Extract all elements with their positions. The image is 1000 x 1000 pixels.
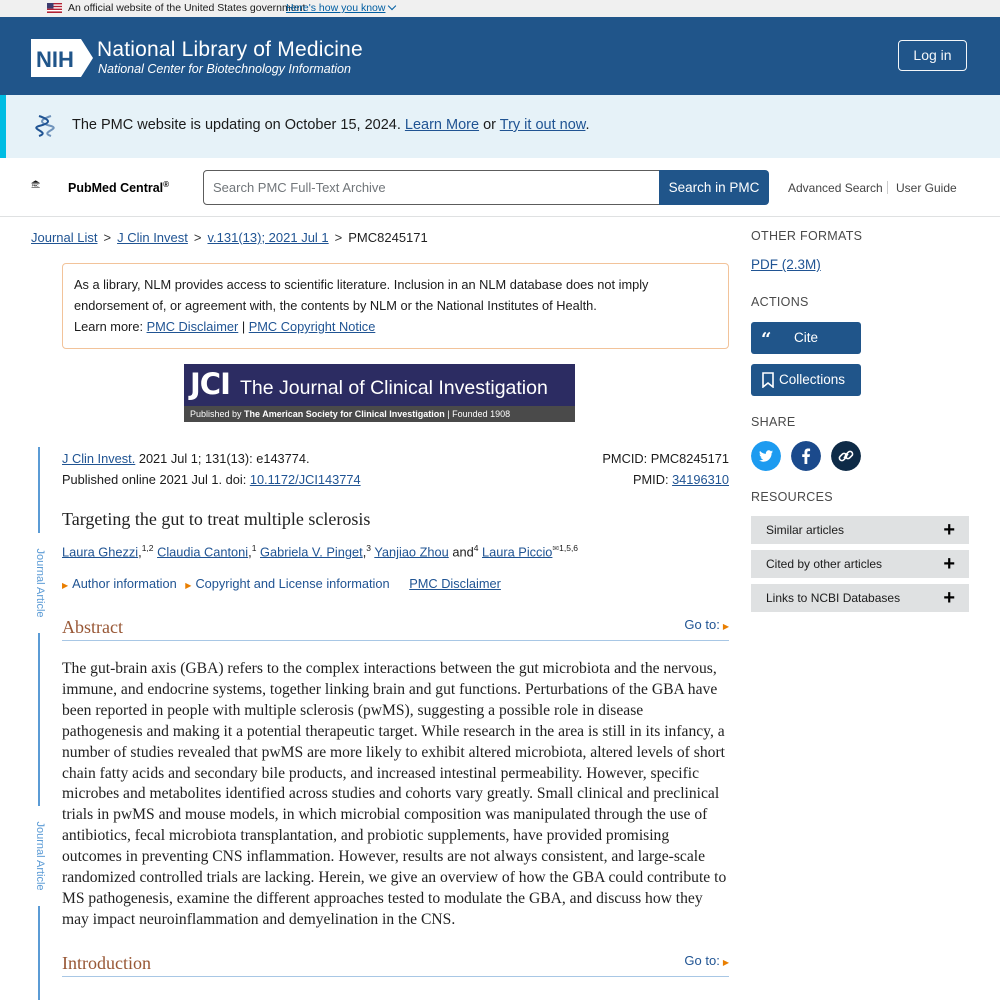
- published-online-text: Published online 2021 Jul 1. doi:: [62, 472, 250, 487]
- pmc-logo-mark: PMC: [31, 183, 39, 188]
- resource-label: Cited by other articles: [766, 557, 883, 571]
- actions-heading: ACTIONS: [751, 295, 809, 309]
- learn-more-prefix: Learn more:: [74, 319, 147, 334]
- abstract-line: The gut-brain axis (GBA) refers to the complex interactions between the gut microbiota and the nervous,: [62, 660, 717, 677]
- disclaimer-line-1: As a library, NLM provides access to scientific literature. Inclusion in an NLM database does not imply: [74, 277, 649, 292]
- abstract-line: chain fatty acids and secondary bile products, and increased intestinal permeability. However, specific: [62, 764, 700, 782]
- pubmed-central-text: PubMed Central: [68, 181, 164, 196]
- triangle-right-icon: ▶: [722, 622, 729, 631]
- breadcrumb-journal-list[interactable]: Journal List: [31, 230, 98, 245]
- abstract-line: immune, and endocrine systems, together linking brain and gut functions. Perturbations of the GBA have: [62, 680, 718, 698]
- learn-more-link[interactable]: Learn More: [404, 117, 480, 133]
- facebook-icon[interactable]: [791, 441, 821, 471]
- goto-menu[interactable]: [684, 953, 729, 968]
- author-link[interactable]: Gabriela V. Pinget: [260, 544, 363, 560]
- cite-button[interactable]: [751, 322, 861, 354]
- citation-ids: [529, 448, 729, 490]
- collections-button[interactable]: [751, 364, 861, 396]
- abstract-line: may impact neuroinflammation and demyelination in the CNS.: [62, 910, 456, 928]
- pmid-link[interactable]: 34196310: [672, 472, 729, 487]
- resource-label: Links to NCBI Databases: [766, 591, 901, 605]
- author-separator: ,: [248, 544, 252, 560]
- abstract-text: [62, 659, 732, 931]
- header-divider: [0, 216, 1000, 217]
- triangle-right-icon: ▶: [62, 581, 69, 590]
- dna-helix-icon: [32, 113, 58, 139]
- publisher-prefix: Published by: [190, 409, 245, 419]
- ncbi-subtitle: National Center for Biotechnology Information: [98, 62, 351, 76]
- pmid-line: [529, 469, 729, 490]
- twitter-icon[interactable]: [751, 441, 781, 471]
- citation-details: 2021 Jul 1; 131(13): e143774.: [135, 451, 310, 466]
- journal-publisher-strip: [184, 406, 575, 422]
- doi-link[interactable]: 10.1172/JCI143774: [249, 472, 361, 487]
- try-it-out-now-link[interactable]: Try it out now: [499, 117, 586, 133]
- journal-link[interactable]: J Clin Invest.: [62, 451, 136, 466]
- article-info-links: [62, 576, 501, 591]
- copyright-information-toggle[interactable]: [185, 576, 389, 591]
- introduction-section-header: [62, 953, 729, 977]
- article-side-rule: [38, 447, 40, 1000]
- article-title: Targeting the gut to treat multiple sclerosis: [62, 509, 371, 529]
- pmc-copyright-notice-link[interactable]: PMC Copyright Notice: [248, 319, 376, 334]
- jci-logo: JCI: [190, 367, 230, 401]
- pmc-disclaimer-article-link[interactable]: PMC Disclaimer: [409, 576, 501, 591]
- other-formats-heading: OTHER FORMATS: [751, 229, 863, 243]
- journal-article-label-2: Journal Article: [34, 806, 46, 906]
- pubmed-central-label[interactable]: [68, 180, 169, 195]
- breadcrumb-current: PMC8245171: [348, 230, 428, 245]
- journal-article-label-1: Journal Article: [34, 533, 46, 633]
- breadcrumb-separator: >: [193, 230, 202, 245]
- gov-banner: [0, 0, 1000, 17]
- login-button[interactable]: Log in: [898, 40, 967, 71]
- search-button[interactable]: Search in PMC: [659, 170, 769, 205]
- citation-published-line: [62, 469, 361, 490]
- pmc-disclaimer-link[interactable]: PMC Disclaimer: [146, 319, 239, 334]
- copy-link-icon[interactable]: [831, 441, 861, 471]
- registered-mark: ®: [163, 180, 170, 189]
- abstract-line: microbes and metabolites identified across studies and cohorts vary greatly. Small clinical and preclinical: [62, 785, 720, 803]
- introduction-heading: Introduction: [62, 953, 151, 973]
- period: .: [585, 117, 590, 133]
- disclaimer-learn-more: [74, 316, 717, 337]
- pmc-logo[interactable]: [31, 170, 67, 198]
- author-affiliation: 1,5,6: [559, 543, 579, 553]
- nih-logo[interactable]: [31, 39, 93, 77]
- goto-label: Go to:: [684, 617, 720, 632]
- resource-cited-by[interactable]: [751, 550, 969, 578]
- advanced-search-link[interactable]: Advanced Search: [788, 181, 883, 195]
- user-guide-link[interactable]: User Guide: [896, 181, 957, 195]
- collections-label: Collections: [779, 372, 846, 387]
- copyright-information-label: Copyright and License information: [195, 576, 390, 591]
- journal-title: The Journal of Clinical Investigation: [240, 377, 548, 399]
- link-divider: |: [238, 319, 249, 334]
- author-separator: ,: [138, 544, 142, 560]
- triangle-right-icon: ▶: [185, 581, 192, 590]
- pdf-download-link[interactable]: PDF (2.3M): [751, 257, 821, 272]
- divider: [887, 181, 888, 194]
- nlm-disclaimer-box: [62, 263, 729, 349]
- author-link[interactable]: Laura Piccio: [482, 544, 553, 560]
- pmid-prefix: PMID:: [632, 472, 673, 487]
- author-separator: and: [448, 544, 474, 560]
- svg-text:“: “: [761, 330, 772, 346]
- abstract-line: randomized controlled trials are lacking. Herein, we give an overview of how the GBA could contribute to: [62, 869, 727, 887]
- author-link[interactable]: Claudia Cantoni: [157, 544, 249, 560]
- author-link[interactable]: Yanjiao Zhou: [374, 544, 449, 560]
- search-input[interactable]: Search PMC Full-Text Archive: [203, 170, 661, 205]
- goto-menu[interactable]: [684, 617, 729, 632]
- resource-label: Similar articles: [766, 523, 845, 537]
- heres-how-you-know-label: Here's how you know: [286, 2, 386, 14]
- plus-icon: +: [943, 587, 955, 609]
- us-flag-icon: [47, 3, 62, 13]
- citation-journal-line: [62, 448, 361, 469]
- author-separator: ,: [362, 544, 367, 560]
- author-list: [62, 543, 578, 559]
- abstract-section-header: [62, 617, 729, 641]
- author-affiliation: 1,2: [141, 543, 154, 553]
- triangle-right-icon: ▶: [722, 958, 729, 967]
- share-heading: SHARE: [751, 415, 796, 429]
- breadcrumb-j-clin-invest[interactable]: J Clin Invest: [117, 230, 188, 245]
- bookmark-icon: [761, 372, 775, 388]
- breadcrumb-separator: >: [103, 230, 112, 245]
- goto-label: Go to:: [684, 953, 720, 968]
- abstract-line: MS pathogenesis, examine the different approaches tested to modulate the GBA, and discuss how they: [62, 889, 703, 907]
- nlm-title[interactable]: National Library of Medicine: [97, 38, 363, 61]
- update-banner-text: [72, 117, 589, 133]
- author-affiliation: 4: [473, 543, 479, 553]
- update-message: The PMC website is updating on October 15, 2024.: [72, 117, 405, 133]
- abstract-line: number of studies revealed that pwMS are more likely to exhibit altered microbiota, altered levels of short: [62, 743, 725, 761]
- resource-ncbi-links[interactable]: [751, 584, 969, 612]
- breadcrumb: [31, 230, 428, 245]
- abstract-heading: Abstract: [62, 617, 123, 637]
- publisher-name: The American Society for Clinical Investigation: [244, 409, 445, 419]
- or-text: or: [479, 117, 500, 133]
- update-banner: [0, 95, 1000, 158]
- abstract-line: outcomes in preventing CNS inflammation. However, results are not always consistent, and large-scale: [62, 848, 706, 866]
- gov-banner-text: An official website of the United States government: [68, 2, 306, 14]
- resources-heading: RESOURCES: [751, 490, 833, 504]
- abstract-line: pathogenesis and making it a potential therapeutic target. While research in the area is still in its infancy, a: [62, 722, 725, 740]
- author-information-toggle[interactable]: [62, 576, 177, 591]
- chevron-down-icon: [388, 2, 396, 10]
- author-link[interactable]: Laura Ghezzi: [62, 544, 139, 560]
- pmcid: PMCID: PMC8245171: [602, 451, 729, 466]
- plus-icon: +: [943, 553, 955, 575]
- quote-icon: [761, 330, 775, 346]
- disclaimer-line-2: endorsement of, or agreement with, the contents by NLM or the National Institutes of Health.: [74, 298, 597, 313]
- breadcrumb-issue[interactable]: v.131(13); 2021 Jul 1: [207, 230, 329, 245]
- plus-icon: +: [943, 519, 955, 541]
- abstract-line: trials in pwMS and mouse models, in which microbial composition was manipulated through the use of: [62, 806, 708, 824]
- author-information-label: Author information: [72, 576, 177, 591]
- journal-banner[interactable]: [184, 364, 575, 422]
- nih-logo-text: NIH: [36, 47, 74, 72]
- author-affiliation: 3: [366, 543, 371, 553]
- abstract-line: been reported in people with multiple sclerosis (pwMS), suggesting a possible role in disease: [62, 701, 644, 719]
- author-affiliation: 1: [251, 543, 257, 553]
- resource-similar-articles[interactable]: [751, 516, 969, 544]
- email-icon[interactable]: ✉: [552, 544, 560, 553]
- abstract-line: antibiotics, fecal microbiota transplantation, and probiotic supplements, have provided promising: [62, 827, 670, 845]
- cite-label: Cite: [794, 330, 819, 345]
- site-header: [0, 17, 1000, 95]
- heres-how-you-know-link[interactable]: [286, 2, 395, 14]
- founded-text: | Founded 1908: [444, 409, 511, 419]
- breadcrumb-separator: >: [334, 230, 343, 245]
- citation-info: [62, 448, 361, 490]
